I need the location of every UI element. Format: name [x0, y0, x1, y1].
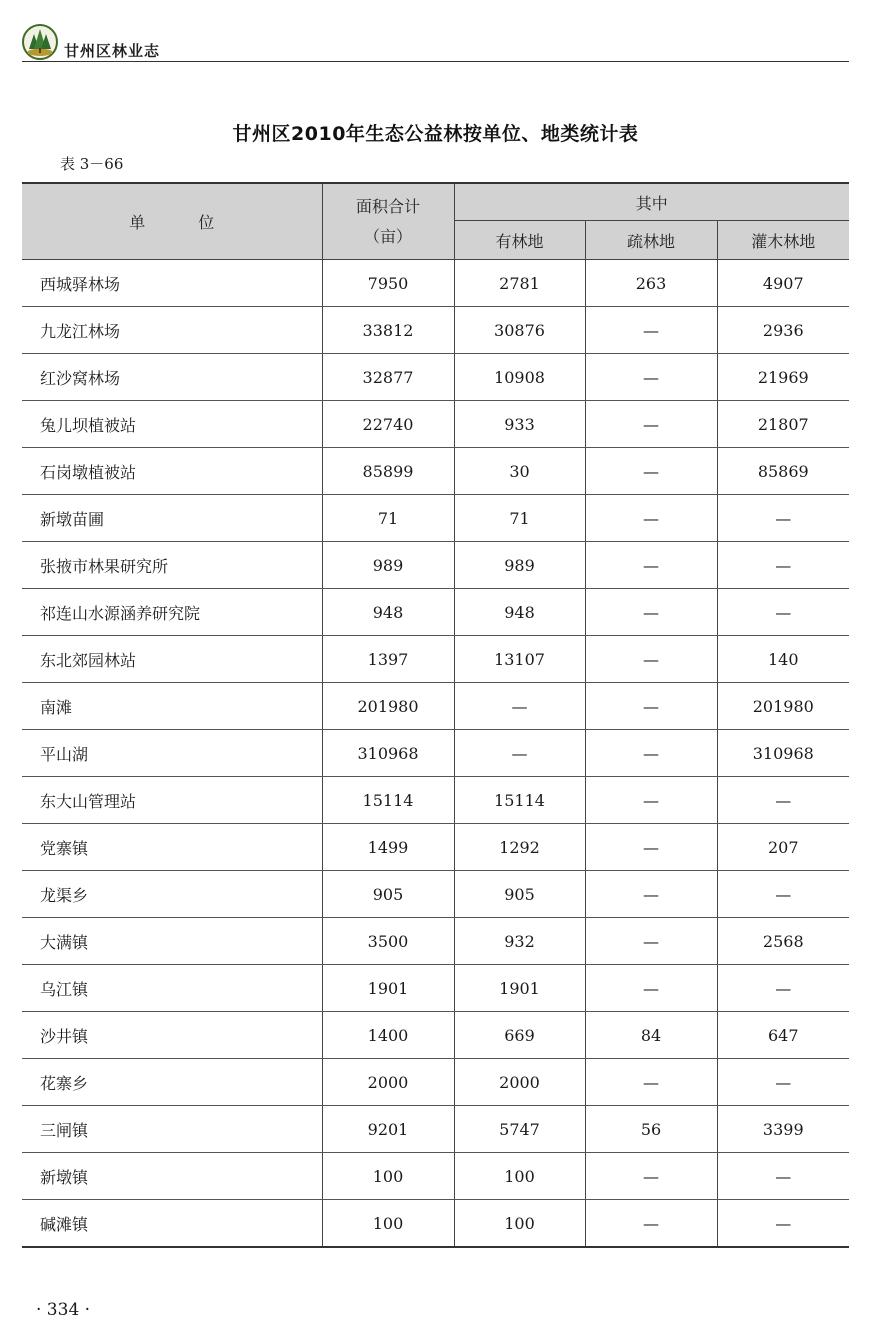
shrub-forest-cell: 21807	[717, 401, 849, 448]
area-total-cell: 32877	[322, 354, 454, 401]
area-total-cell: 3500	[322, 918, 454, 965]
sparse-forest-cell: —	[585, 824, 717, 871]
sparse-forest-cell: —	[585, 495, 717, 542]
shrub-forest-cell: 140	[717, 636, 849, 683]
area-total-cell: 71	[322, 495, 454, 542]
shrub-forest-cell: —	[717, 1059, 849, 1106]
table-row	[22, 777, 849, 824]
forest-land-cell: 669	[454, 1012, 585, 1059]
shrub-forest-cell: —	[717, 495, 849, 542]
shrub-forest-cell: 85869	[717, 448, 849, 495]
unit-cell: 九龙江林场	[22, 307, 322, 354]
sparse-forest-cell: —	[585, 965, 717, 1012]
table-row	[22, 636, 849, 683]
area-total-cell: 15114	[322, 777, 454, 824]
shrub-forest-cell: 310968	[717, 730, 849, 777]
unit-cell: 兔儿坝植被站	[22, 401, 322, 448]
unit-cell: 新墩苗圃	[22, 495, 322, 542]
forest-land-cell: 15114	[454, 777, 585, 824]
sparse-forest-cell: —	[585, 1153, 717, 1200]
area-total-cell: 2000	[322, 1059, 454, 1106]
area-total-cell: 22740	[322, 401, 454, 448]
unit-cell: 石岗墩植被站	[22, 448, 322, 495]
area-total-cell: 33812	[322, 307, 454, 354]
table-body	[22, 260, 849, 1248]
unit-cell: 新墩镇	[22, 1153, 322, 1200]
shrub-forest-cell: 21969	[717, 354, 849, 401]
shrub-forest-cell: 4907	[717, 260, 849, 307]
shrub-forest-cell: 2568	[717, 918, 849, 965]
shrub-forest-cell: —	[717, 542, 849, 589]
sparse-forest-cell: —	[585, 542, 717, 589]
header-area-total	[322, 183, 454, 260]
unit-cell: 花寨乡	[22, 1059, 322, 1106]
unit-cell: 西城驿林场	[22, 260, 322, 307]
unit-cell: 张掖市林果研究所	[22, 542, 322, 589]
table-row	[22, 589, 849, 636]
shrub-forest-cell: —	[717, 965, 849, 1012]
forest-land-cell: 948	[454, 589, 585, 636]
shrub-forest-cell: 207	[717, 824, 849, 871]
shrub-forest-cell: 201980	[717, 683, 849, 730]
unit-cell: 祁连山水源涵养研究院	[22, 589, 322, 636]
unit-cell: 大满镇	[22, 918, 322, 965]
table-row	[22, 730, 849, 777]
table-row	[22, 1200, 849, 1248]
table-row	[22, 495, 849, 542]
forest-land-cell: —	[454, 730, 585, 777]
page-header	[22, 22, 849, 62]
area-total-cell: 100	[322, 1153, 454, 1200]
sparse-forest-cell: —	[585, 401, 717, 448]
area-total-cell: 7950	[322, 260, 454, 307]
shrub-forest-cell: —	[717, 871, 849, 918]
unit-cell: 平山湖	[22, 730, 322, 777]
forest-land-cell: 30	[454, 448, 585, 495]
forest-land-cell: 100	[454, 1200, 585, 1248]
table-row	[22, 1153, 849, 1200]
sparse-forest-cell: —	[585, 730, 717, 777]
forest-land-cell: 989	[454, 542, 585, 589]
shrub-forest-cell: 2936	[717, 307, 849, 354]
forest-land-cell: 71	[454, 495, 585, 542]
table-row	[22, 871, 849, 918]
forest-land-cell: 933	[454, 401, 585, 448]
header-divider	[22, 61, 849, 62]
sparse-forest-cell: —	[585, 448, 717, 495]
statistics-table	[22, 182, 849, 1248]
sparse-forest-cell: —	[585, 777, 717, 824]
header-forest-land: 有林地	[454, 221, 585, 260]
area-total-cell: 1397	[322, 636, 454, 683]
table-row	[22, 1012, 849, 1059]
forest-land-cell: 10908	[454, 354, 585, 401]
forest-land-cell: 30876	[454, 307, 585, 354]
unit-cell: 东北郊园林站	[22, 636, 322, 683]
table-row	[22, 965, 849, 1012]
table-title: 甘州区2010年生态公益林按单位、地类统计表	[232, 123, 639, 145]
header-area-total-label: 面积合计	[355, 196, 420, 216]
forest-land-cell: 2781	[454, 260, 585, 307]
sparse-forest-cell: —	[585, 589, 717, 636]
table-row	[22, 542, 849, 589]
forest-land-cell: 905	[454, 871, 585, 918]
table-row	[22, 401, 849, 448]
area-total-cell: 948	[322, 589, 454, 636]
table-row	[22, 1106, 849, 1153]
forest-land-cell: 13107	[454, 636, 585, 683]
header-area-unit: （亩）	[363, 226, 412, 246]
sparse-forest-cell: —	[585, 871, 717, 918]
area-total-cell: 100	[322, 1200, 454, 1248]
sparse-forest-cell: —	[585, 1059, 717, 1106]
area-total-cell: 85899	[322, 448, 454, 495]
header-of-which: 其中	[454, 183, 849, 221]
shrub-forest-cell: 3399	[717, 1106, 849, 1153]
sparse-forest-cell: —	[585, 307, 717, 354]
table-number: 表 3－66	[60, 155, 124, 173]
sparse-forest-cell: 263	[585, 260, 717, 307]
table-row	[22, 1059, 849, 1106]
area-total-cell: 201980	[322, 683, 454, 730]
unit-cell: 党寨镇	[22, 824, 322, 871]
area-total-cell: 989	[322, 542, 454, 589]
shrub-forest-cell: —	[717, 589, 849, 636]
table-row	[22, 918, 849, 965]
forest-land-cell: 2000	[454, 1059, 585, 1106]
sparse-forest-cell: —	[585, 918, 717, 965]
sparse-forest-cell: —	[585, 354, 717, 401]
sparse-forest-cell: —	[585, 1200, 717, 1248]
shrub-forest-cell: —	[717, 777, 849, 824]
forest-land-cell: 100	[454, 1153, 585, 1200]
shrub-forest-cell: —	[717, 1153, 849, 1200]
unit-cell: 沙井镇	[22, 1012, 322, 1059]
table-row	[22, 448, 849, 495]
header-shrub-forest: 灌木林地	[717, 221, 849, 260]
sparse-forest-cell: —	[585, 636, 717, 683]
unit-cell: 南滩	[22, 683, 322, 730]
unit-cell: 龙渠乡	[22, 871, 322, 918]
unit-cell: 碱滩镇	[22, 1200, 322, 1248]
forest-land-cell: —	[454, 683, 585, 730]
shrub-forest-cell: —	[717, 1200, 849, 1248]
table-row	[22, 824, 849, 871]
table-row	[22, 260, 849, 307]
header-sparse-forest: 疏林地	[585, 221, 717, 260]
sparse-forest-cell: —	[585, 683, 717, 730]
area-total-cell: 1400	[322, 1012, 454, 1059]
forest-land-cell: 1292	[454, 824, 585, 871]
area-total-cell: 1901	[322, 965, 454, 1012]
table-row	[22, 683, 849, 730]
forest-land-cell: 5747	[454, 1106, 585, 1153]
area-total-cell: 9201	[322, 1106, 454, 1153]
area-total-cell: 1499	[322, 824, 454, 871]
sparse-forest-cell: 84	[585, 1012, 717, 1059]
unit-cell: 红沙窝林场	[22, 354, 322, 401]
table-row	[22, 307, 849, 354]
forest-land-cell: 1901	[454, 965, 585, 1012]
forest-land-cell: 932	[454, 918, 585, 965]
area-total-cell: 310968	[322, 730, 454, 777]
header-unit: 单 位	[22, 183, 322, 260]
unit-cell: 三闸镇	[22, 1106, 322, 1153]
area-total-cell: 905	[322, 871, 454, 918]
book-title: 甘州区林业志	[64, 42, 161, 60]
page-number: · 334 ·	[36, 1300, 91, 1320]
forest-logo-icon	[22, 24, 58, 60]
table-row	[22, 354, 849, 401]
sparse-forest-cell: 56	[585, 1106, 717, 1153]
shrub-forest-cell: 647	[717, 1012, 849, 1059]
unit-cell: 乌江镇	[22, 965, 322, 1012]
unit-cell: 东大山管理站	[22, 777, 322, 824]
